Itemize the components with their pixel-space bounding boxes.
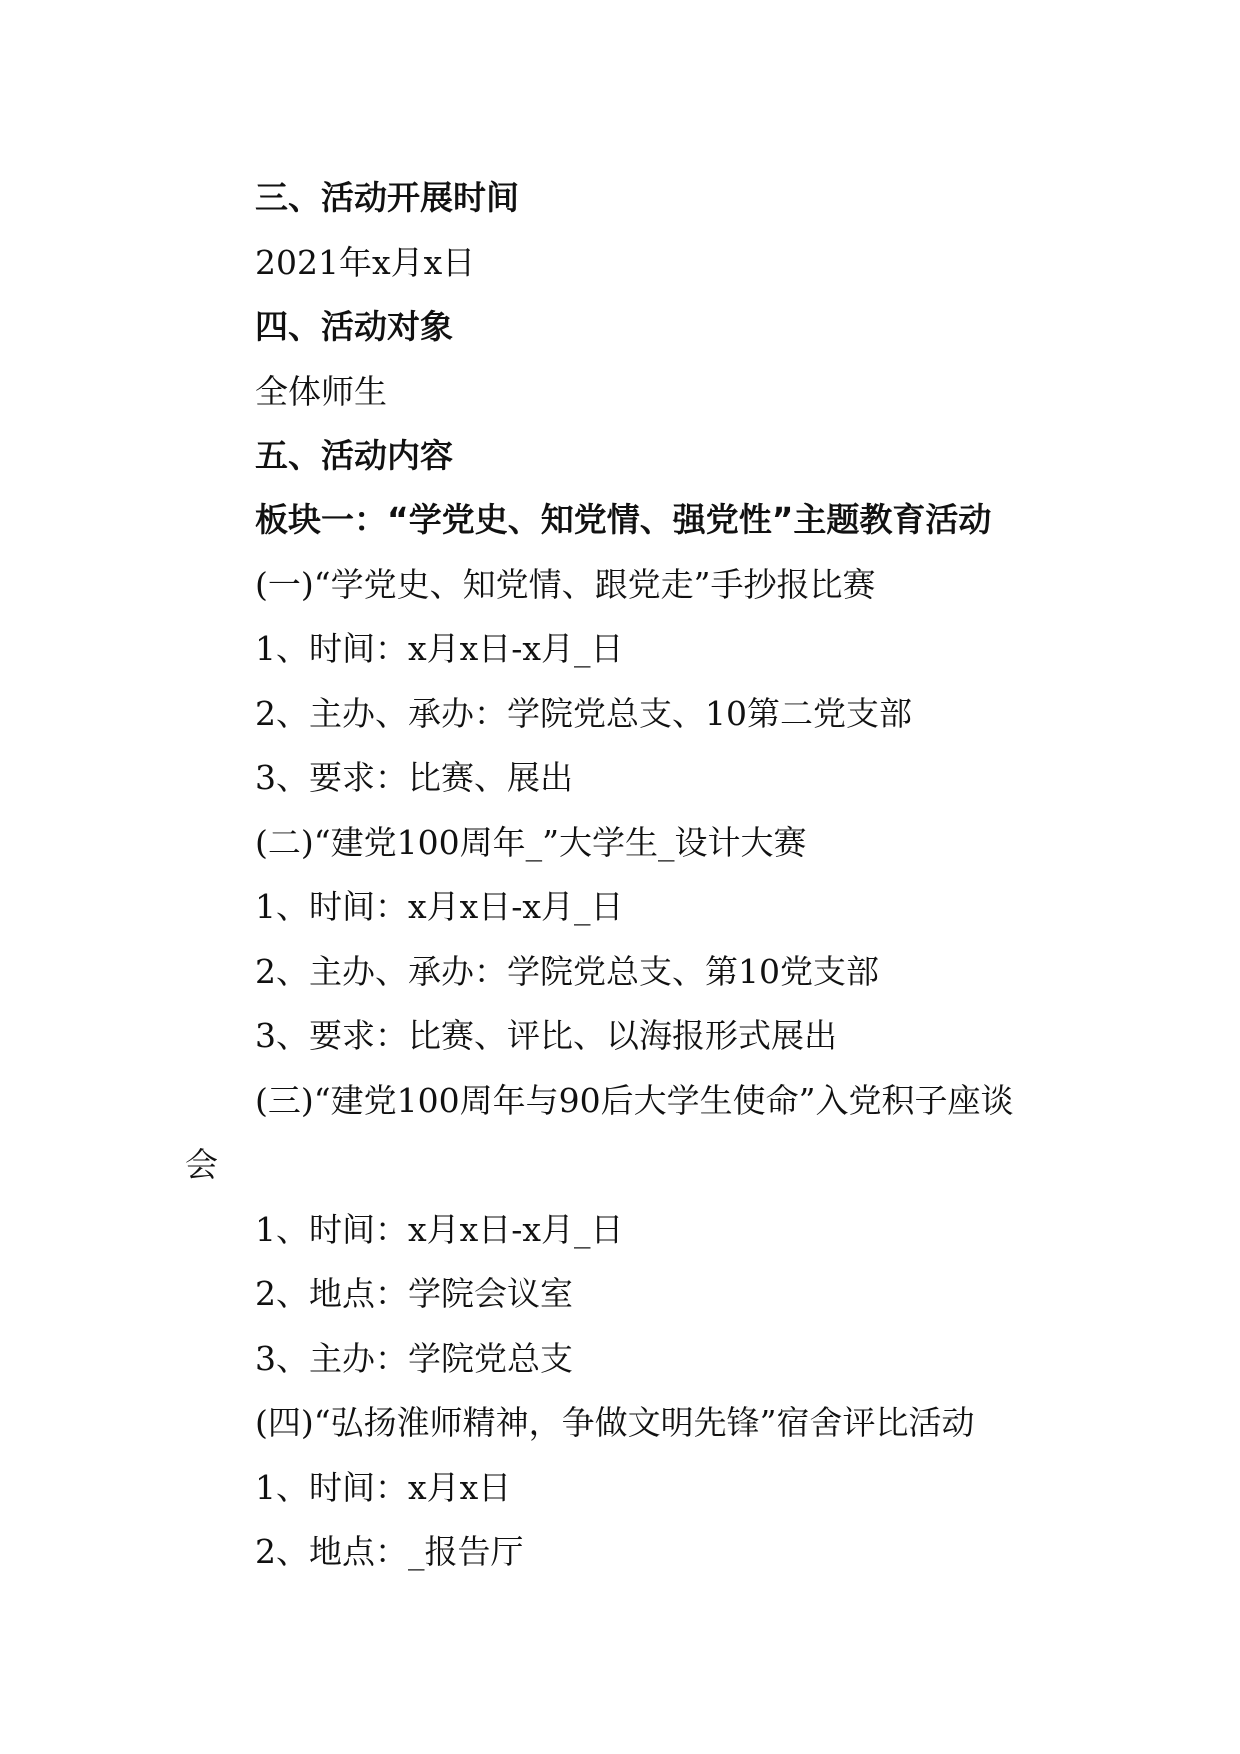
activity3-title-line1: (三)“建党100周年与90后大学生使命”入党积子座谈 — [255, 1081, 1014, 1120]
section5-heading: 五、活动内容 — [255, 436, 453, 475]
section3-content: 2021年x月x日 — [255, 243, 476, 282]
activity2-requirement: 3、要求：比赛、评比、以海报形式展出 — [255, 1016, 837, 1055]
activity4-location: 2、地点：_报告厅 — [255, 1532, 524, 1571]
activity1-time: 1、时间：x月x日-x月_日 — [255, 629, 624, 668]
section4-heading: 四、活动对象 — [255, 307, 453, 346]
section4-content: 全体师生 — [255, 372, 387, 411]
activity3-location: 2、地点：学院会议室 — [255, 1274, 573, 1313]
activity3-time: 1、时间：x月x日-x月_日 — [255, 1210, 624, 1249]
activity3-organizer: 3、主办：学院党总支 — [255, 1339, 573, 1378]
activity3-title-line2: 会 — [185, 1145, 218, 1184]
activity1-requirement: 3、要求：比赛、展出 — [255, 758, 573, 797]
activity1-organizer: 2、主办、承办：学院党总支、10第二党支部 — [255, 694, 912, 733]
activity2-time: 1、时间：x月x日-x月_日 — [255, 887, 624, 926]
block1-title: 板块一：“学党史、知党情、强党性”主题教育活动 — [255, 500, 992, 539]
activity2-organizer: 2、主办、承办：学院党总支、第10党支部 — [255, 952, 879, 991]
activity1-title: (一)“学党史、知党情、跟党走”手抄报比赛 — [255, 565, 876, 604]
activity4-title: (四)“弘扬淮师精神，争做文明先锋”宿舍评比活动 — [255, 1403, 975, 1442]
activity4-time: 1、时间：x月x日 — [255, 1468, 512, 1507]
section3-heading: 三、活动开展时间 — [255, 178, 519, 217]
activity2-title: (二)“建党100周年_”大学生_设计大赛 — [255, 823, 807, 862]
